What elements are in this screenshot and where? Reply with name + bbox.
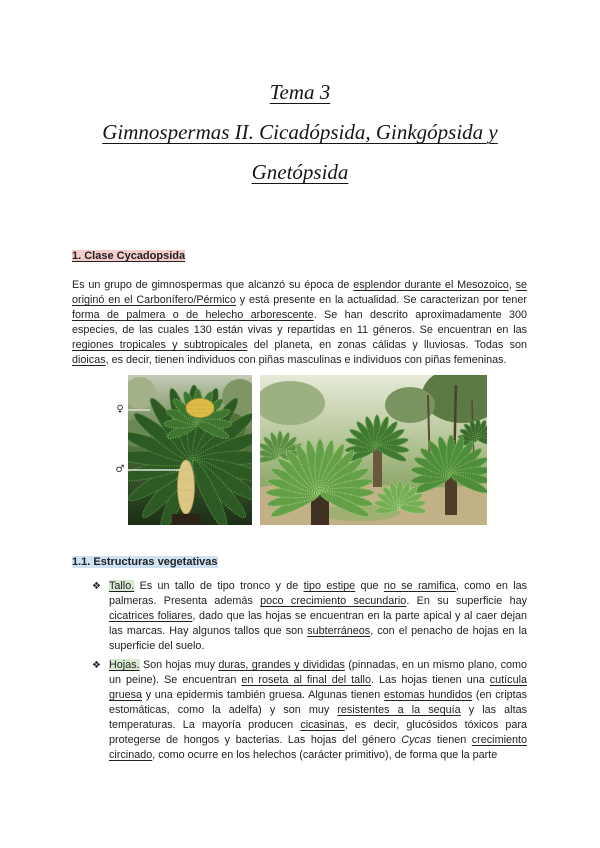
underlined-term: subterráneos [307,625,371,637]
diamond-bullet-icon: ❖ [92,581,101,592]
intro-paragraph [72,278,527,368]
text-run: Es un grupo de gimnospermas que alcanzó su época de [72,279,354,291]
title-line-1 [0,72,600,112]
cycad-field-photo [260,375,487,525]
text-run: , dado que las hojas se encuentran en la parte apical y al caer dejan las marcas. Hay algunos tallos que son [109,610,527,637]
text-run: que [355,580,384,592]
genus-name: Cycas [401,734,432,746]
subsection-heading [72,555,527,569]
title-subject-continued: Gnetópsida [251,160,349,184]
trunk [172,514,200,525]
male-cone [178,460,195,514]
underlined-term: regiones tropicales y subtropicales [72,339,248,351]
underlined-term: cicasinas [300,719,345,731]
underlined-term: no se ramifica [383,580,456,592]
underlined-term: estomas hundidos [383,689,473,701]
text-run: (en criptas estomáticas, como la adelfa) y son muy [109,689,527,716]
list-item-hojas [72,658,527,763]
underlined-term: tipo estipe [303,580,356,592]
cycad-cones-photo [128,375,252,525]
underlined-term: cicatrices foliares [109,610,193,622]
title-topic: Tema 3 [269,80,331,104]
underlined-term: forma de palmera o de helecho arborescente [72,309,314,321]
text-run: y una epidermis también gruesa. Algunas tienen [142,689,384,701]
diamond-bullet-icon: ❖ [92,660,101,671]
term-tallo: Tallo. [109,580,135,592]
text-run: Son hojas muy [139,659,219,671]
text-run: , es decir, tienen individuos con piñas masculinas e individuos con piñas femeninas. [105,354,507,366]
text-run: , como ocurre en los helechos (carácter primitivo), de forma que la parte [152,749,498,761]
title-subject: Gimnospermas II. Cicadópsida, Ginkgópsida y [102,120,498,144]
content-column [72,249,527,763]
text-run: (pinnadas, en un mismo plano, como un peine). Se encuentran [109,659,528,686]
title-line-3 [0,152,600,192]
text-run: , [508,279,516,291]
text-run: . En su superficie hay [406,595,528,607]
title-line-2 [0,112,600,152]
text-run: , con el penacho de hojas en la superficie del suelo. [109,625,527,652]
text-run: Es un tallo de tipo tronco y de [134,580,304,592]
underlined-term: resistentes a la sequía [337,704,461,716]
underlined-term: duras, grandes y divididas [218,659,345,671]
text-run: . Las hojas tienen una [370,674,490,686]
text-run: del planeta, en zonas cálidas y lluviosas. Todas son [247,339,528,351]
text-run: y las altas temperaturas. La mayoría producen [109,704,527,731]
subsection-heading-text: 1.1. Estructuras vegetativas [72,556,218,568]
text-run: , es decir, glucósidos tóxicos para protegerse de hongos y bacterias. Las hojas del género [109,719,527,746]
section-heading-text: 1. Clase Cycadopsida [72,250,186,262]
female-symbol: ♀ [116,404,124,415]
male-symbol: ♂ [115,464,125,475]
underlined-term: se originó en el Carbonífero/Pérmico [72,279,527,306]
document-title [0,72,600,192]
underlined-term: poco crecimiento secundario [260,595,407,607]
underlined-term: en roseta al final del tallo [241,674,371,686]
bullet-list [72,579,527,763]
section-heading [72,249,527,263]
text-run: . Se han descrito aproximadamente 300 especies, de las cuales 130 están vivas y repartidas en 11 géneros. Se encuentran en las [72,309,527,336]
text-run: tienen [431,734,472,746]
cycad-figure [72,375,527,525]
text-run: , como en las palmeras. Presenta además [109,580,528,607]
text-run: y está presente en la actualidad. Se caracterizan por tener [235,294,528,306]
underlined-term: dioicas [72,354,106,366]
underlined-term: crecimiento circinado [109,734,527,761]
underlined-term: cutícula gruesa [109,674,527,701]
term-hojas: Hojas. [109,659,140,671]
underlined-term: esplendor durante el Mesozoico [353,279,509,291]
list-item-tallo [72,579,527,654]
female-cone [186,399,214,418]
